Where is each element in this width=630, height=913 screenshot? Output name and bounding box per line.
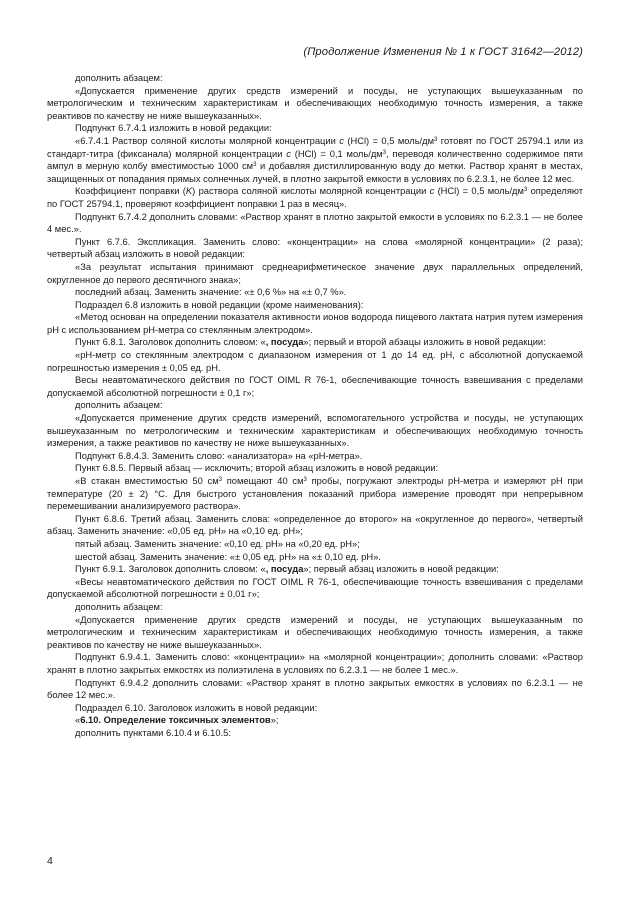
paragraph: «Весы неавтоматического действия по ГОСТ OIML R 76-1, обеспечивающие точность взвешивания с пределами допускаемой абсолютной погрешности ± 0,01 г»;	[47, 576, 583, 600]
paragraph: «Допускается применение других средств измерений и посуды, не уступающих вышеуказанным по метрологическим и техническим характеристикам и обеспечивающих необходимую точность измерения, а также реактивов по качеству не ниже вышеуказанных».	[47, 85, 583, 121]
paragraph: Пункт 6.7.6. Экспликация. Заменить слово: «концентрации» на слова «молярной концентрации» (2 раза); четвертый абзац изложить в новой редакции:	[47, 236, 583, 260]
paragraph: шестой абзац. Заменить значение: «± 0,05 ед. pH» на «± 0,10 ед. pH».	[75, 551, 381, 562]
paragraph: дополнить абзацем:	[75, 601, 163, 612]
paragraph: Коэффициент поправки (K) раствора соляной кислоты молярной концентрации c (HCl) = 0,5 моль/$дм^3$ определяют по ГОСТ 25794.1, проверяют коэффициент поправки 1 раз в месяц».	[47, 186, 583, 209]
paragraph: последний абзац. Заменить значение: «± 0,6 %» на «± 0,7 %».	[75, 287, 347, 298]
paragraph: «В стакан вместимостью 50 $см^3$ помещают 40 $см^3$ пробы, погружают электроды pH-метра и измеряют pH при температуре (20 ± 2) °С. Для быстрого установления показаний прибора измерение проводят при непрерывном перемешивании анализируемого раствора».	[47, 476, 584, 512]
paragraph: Подпункт 6.9.4.1. Заменить слово: «концентрации» на «молярной концентрации»; дополнить словами: «Раствор хранят в плотно закрытых емкостях из полиэтилена в условиях по 6.2.3.1 — не более 1 мес.».	[47, 652, 583, 675]
paragraph: «Метод основан на определении показателя активности ионов водорода пищевого лактата натрия путем измерения pH с использованием pH-метра со стеклянным электродом».	[47, 312, 583, 335]
paragraph: Подраздел 6.10. Заголовок изложить в новой редакции:	[75, 702, 318, 713]
paragraph: Подпункт 6.7.4.2 дополнить словами: «Раствор хранят в плотно закрытой емкости в условиях по 6.2.3.1 — не более 4 мес.».	[47, 211, 583, 235]
document-body	[47, 72, 583, 739]
paragraph: «Допускается применение других средств измерений, вспомогательного устройства и посуды, не уступающих вышеуказанным по метрологическим и техническим характеристикам и обеспечивающих необходимую точность измерения, а также реактивов по качеству не ниже вышеуказанных».	[47, 413, 583, 449]
paragraph: Пункт 6.9.1. Заголовок дополнить словом: «, посуда»; первый абзац изложить в новой редакции:	[75, 564, 499, 575]
paragraph: Подпункт 6.9.4.2 дополнить словами: «Раствор хранят в плотно закрытых емкостях в условиях по 6.2.3.1 — не более 12 мес.».	[47, 677, 583, 701]
paragraph: дополнить абзацем:	[75, 400, 163, 411]
paragraph: Подраздел 6.8 изложить в новой редакции (кроме наименования):	[75, 299, 364, 310]
paragraph: «За результат испытания принимают среднеарифметическое значение двух параллельных определений, округленное до первого десятичного знака»;	[47, 261, 583, 285]
paragraph: пятый абзац. Заменить значение: «0,10 ед. pH» на «0,20 ед. pH»;	[75, 538, 360, 549]
paragraph: Пункт 6.8.5. Первый абзац — исключить; второй абзац изложить в новой редакции:	[75, 463, 439, 474]
paragraph: Подпункт 6.7.4.1 изложить в новой редакции:	[75, 123, 272, 134]
paragraph: Подпункт 6.8.4.3. Заменить слово: «анализатора» на «pH-метра».	[75, 450, 363, 461]
paragraph: «Допускается применение других средств измерений и посуды, не уступающих вышеуказанным по метрологическим и техническим характеристикам и обеспечивающих необходимую точность измерения, а также реактивов по качеству не ниже вышеуказанных».	[47, 614, 583, 650]
paragraph: «6.7.4.1 Раствор соляной кислоты молярной концентрации c (HCl) = 0,5 моль/$дм^3$ готовят по ГОСТ 25794.1 или из стандарт-титра (фиксанала) молярной концентрации c (HCl) = 0,1 моль/$дм^3$, переводя количественно содержимое пяти ампул в мерную колбу вместимостью 1000 $см^3$ и добавляя дистиллированную воду до метки. Раствор хранят в местах, защищенных от попадания прямых солнечных лучей, в плотно закрытой емкости в условиях по 6.2.3.1, не более 12 мес.	[47, 135, 583, 184]
paragraph: Весы неавтоматического действия по ГОСТ OIML R 76-1, обеспечивающие точность взвешивания с пределами допускаемой абсолютной погрешности ± 0,1 г»;	[47, 375, 583, 398]
section-heading: «6.10. Определение токсичных элементов»;	[75, 715, 279, 726]
paragraph: Пункт 6.8.1. Заголовок дополнить словом: «, посуда»; первый и второй абзацы изложить в новой редакции:	[75, 337, 546, 348]
paragraph: «pH-метр со стеклянным электродом с диапазоном измерения от 1 до 14 ед. pH, с абсолютной допускаемой погрешностью измерения ± 0,05 ед. pH.	[47, 350, 583, 373]
page-number: 4	[47, 855, 53, 867]
paragraph: дополнить абзацем:	[75, 73, 163, 83]
running-header: (Продолжение Изменения № 1 к ГОСТ 31642—2012)	[303, 46, 583, 58]
paragraph: Пункт 6.8.6. Третий абзац. Заменить слова: «определенное до второго» на «округленное до первого», четвертый абзац. Заменить значение: «0,05 ед. pH» на «0,10 ед. pH»;	[47, 513, 583, 537]
paragraph: дополнить пунктами 6.10.4 и 6.10.5:	[75, 727, 231, 738]
